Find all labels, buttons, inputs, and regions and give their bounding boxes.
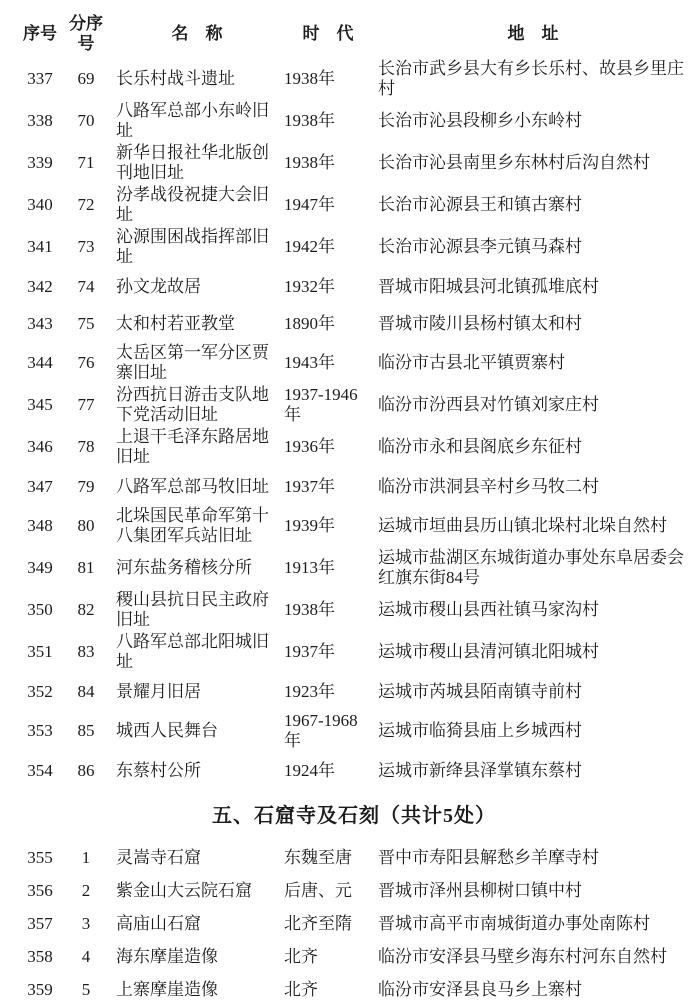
cell-sub-serial-number: 74 [77, 276, 95, 296]
cell-address: 临汾市安泽县良马乡上寨村 [378, 979, 582, 999]
table-row [18, 940, 690, 973]
cell-serial-number: 357 [27, 913, 53, 933]
cell-site-name: 河东盐务稽核分所 [116, 558, 252, 577]
table-row [18, 907, 690, 940]
header-sub-serial-number: 分序号 [69, 14, 103, 53]
cell-address: 运城市芮城县陌南镇寺前村 [378, 681, 582, 701]
cell-address: 长治市武乡县大有乡长乐村、故县乡里庄村 [378, 59, 684, 98]
table-row [18, 710, 690, 752]
cell-serial-number: 352 [27, 681, 53, 701]
cell-site-name: 稷山县抗日民主政府旧址 [116, 590, 269, 629]
table-row [18, 100, 690, 142]
cell-sub-serial-number: 73 [77, 237, 95, 256]
cell-serial-number: 339 [27, 153, 53, 172]
cell-era: 1913年 [284, 558, 335, 577]
table-row [18, 305, 690, 342]
cell-address: 晋城市高平市南城街道办事处南陈村 [378, 913, 650, 933]
cell-era: 1938年 [284, 153, 335, 172]
cell-address: 运城市稷山县西社镇马家沟村 [378, 600, 599, 619]
cell-serial-number: 343 [27, 313, 53, 333]
cell-serial-number: 346 [27, 437, 53, 456]
cell-serial-number: 340 [27, 195, 53, 214]
cell-address: 长治市沁县段柳乡小东岭村 [378, 111, 582, 130]
cell-site-name: 太岳区第一军分区贾寨旧址 [116, 343, 269, 382]
table-row [18, 184, 690, 226]
cell-era: 1938年 [284, 111, 335, 130]
table-row [18, 752, 690, 789]
cell-era: 1924年 [284, 760, 335, 780]
cell-serial-number: 344 [27, 353, 53, 372]
table-row [18, 342, 690, 384]
table-row [18, 58, 690, 100]
cell-serial-number: 347 [27, 476, 53, 496]
cell-address: 运城市盐湖区东城街道办事处东阜居委会红旗东街84号 [378, 548, 684, 587]
cell-sub-serial-number: 79 [77, 476, 95, 496]
table-row [18, 384, 690, 426]
cell-sub-serial-number: 72 [77, 195, 95, 214]
cell-sub-serial-number: 5 [81, 979, 91, 999]
cell-serial-number: 350 [27, 600, 53, 619]
cell-site-name: 太和村若亚教堂 [116, 313, 235, 333]
cell-era: 北齐 [284, 946, 318, 966]
cell-sub-serial-number: 77 [77, 395, 95, 414]
cell-address: 临汾市古县北平镇贾寨村 [378, 353, 565, 372]
cell-address: 长治市沁县南里乡东林村后沟自然村 [378, 153, 650, 172]
cell-era: 后唐、元 [284, 880, 352, 900]
cell-serial-number: 342 [27, 276, 53, 296]
cell-address: 长治市沁源县李元镇马森村 [378, 237, 582, 256]
cell-era: 1938年 [284, 600, 335, 619]
table-body [18, 58, 690, 1002]
cell-site-name: 沁源围困战指挥部旧址 [116, 227, 269, 266]
cell-serial-number: 359 [27, 979, 53, 999]
cell-address: 晋城市陵川县杨村镇太和村 [378, 313, 582, 333]
table-header-row [18, 10, 690, 58]
cell-era: 1937年 [284, 476, 335, 496]
cell-site-name: 东蔡村公所 [116, 760, 201, 780]
cell-address: 运城市临猗县庙上乡城西村 [378, 721, 582, 740]
cell-sub-serial-number: 85 [77, 721, 95, 740]
table-row [18, 589, 690, 631]
cell-sub-serial-number: 86 [77, 760, 95, 780]
cell-sub-serial-number: 83 [77, 642, 95, 661]
table-row [18, 973, 690, 1002]
cell-sub-serial-number: 80 [77, 516, 95, 535]
cell-site-name: 上寨摩崖造像 [116, 979, 218, 999]
cell-address: 临汾市洪洞县辛村乡马牧二村 [378, 476, 599, 496]
cell-era: 1942年 [284, 237, 335, 256]
cell-sub-serial-number: 82 [77, 600, 95, 619]
cell-era: 1890年 [284, 313, 335, 333]
cell-era: 1937年 [284, 642, 335, 661]
cell-address: 运城市新绛县泽掌镇东蔡村 [378, 760, 582, 780]
header-site-name: 名 称 [171, 24, 223, 43]
cell-site-name: 灵嵩寺石窟 [116, 847, 201, 867]
cell-sub-serial-number: 71 [77, 153, 95, 172]
cell-site-name: 北垛国民革命军第十八集团军兵站旧址 [116, 506, 269, 545]
cell-site-name: 长乐村战斗遗址 [116, 69, 235, 88]
cell-serial-number: 349 [27, 558, 53, 577]
cell-sub-serial-number: 69 [77, 69, 95, 88]
cell-site-name: 紫金山大云院石窟 [116, 880, 252, 900]
cell-era: 1937-1946年 [284, 385, 358, 424]
cell-site-name: 高庙山石窟 [116, 913, 201, 933]
cell-address: 临汾市汾西县对竹镇刘家庄村 [378, 395, 599, 414]
table-row [18, 268, 690, 305]
cell-era: 北齐 [284, 979, 318, 999]
table-row [18, 547, 690, 589]
cell-address: 运城市垣曲县历山镇北垛村北垛自然村 [378, 516, 667, 535]
header-era: 时 代 [302, 24, 354, 43]
cell-site-name: 新华日报社华北版创刊地旧址 [116, 143, 269, 182]
table-row [18, 874, 690, 907]
cell-era: 1932年 [284, 276, 335, 296]
cell-sub-serial-number: 75 [77, 313, 95, 333]
cell-sub-serial-number: 3 [81, 913, 91, 933]
cell-serial-number: 348 [27, 516, 53, 535]
cell-site-name: 汾西抗日游击支队地下党活动旧址 [116, 385, 269, 424]
cell-sub-serial-number: 70 [77, 111, 95, 130]
cell-site-name: 城西人民舞台 [116, 721, 218, 740]
cell-address: 运城市稷山县清河镇北阳城村 [378, 642, 599, 661]
cell-address: 临汾市永和县阁底乡东征村 [378, 437, 582, 456]
table-row [18, 505, 690, 547]
table-row [18, 226, 690, 268]
cell-site-name: 海东摩崖造像 [116, 946, 218, 966]
cell-sub-serial-number: 84 [77, 681, 95, 701]
cell-sub-serial-number: 2 [81, 880, 91, 900]
cell-site-name: 八路军总部北阳城旧址 [116, 632, 269, 671]
cell-serial-number: 356 [27, 880, 53, 900]
cell-sub-serial-number: 76 [77, 353, 95, 372]
heritage-table [18, 10, 690, 1002]
cell-sub-serial-number: 81 [77, 558, 95, 577]
cell-site-name: 上退干毛泽东路居地旧址 [116, 427, 269, 466]
cell-era: 1967-1968年 [284, 711, 358, 750]
table-row [18, 468, 690, 505]
table-row [18, 841, 690, 874]
cell-sub-serial-number: 1 [81, 847, 91, 867]
section-heading: 五、石窟寺及石刻（共计5处） [212, 805, 496, 827]
cell-serial-number: 337 [27, 69, 53, 88]
cell-era: 1938年 [284, 69, 335, 88]
cell-address: 晋中市寿阳县解愁乡羊摩寺村 [378, 847, 599, 867]
cell-address: 长治市沁源县王和镇古寨村 [378, 195, 582, 214]
cell-serial-number: 351 [27, 642, 53, 661]
cell-era: 北齐至隋 [284, 913, 352, 933]
cell-site-name: 八路军总部小东岭旧址 [116, 101, 269, 140]
table-row [18, 673, 690, 710]
table-row [18, 631, 690, 673]
cell-site-name: 孙文龙故居 [116, 276, 201, 296]
cell-era: 1936年 [284, 437, 335, 456]
cell-serial-number: 355 [27, 847, 53, 867]
cell-era: 1947年 [284, 195, 335, 214]
cell-address: 晋城市阳城县河北镇孤堆底村 [378, 276, 599, 296]
cell-address: 晋城市泽州县柳树口镇中村 [378, 880, 582, 900]
table-row [18, 426, 690, 468]
table-row [18, 142, 690, 184]
cell-sub-serial-number: 78 [77, 437, 95, 456]
cell-era: 1923年 [284, 681, 335, 701]
header-serial-number: 序号 [23, 24, 57, 43]
cell-site-name: 景耀月旧居 [116, 681, 201, 701]
cell-serial-number: 345 [27, 395, 53, 414]
cell-serial-number: 353 [27, 721, 53, 740]
cell-era: 1943年 [284, 353, 335, 372]
cell-serial-number: 354 [27, 760, 53, 780]
cell-serial-number: 358 [27, 946, 53, 966]
cell-sub-serial-number: 4 [81, 946, 91, 966]
cell-site-name: 八路军总部马牧旧址 [116, 476, 269, 496]
cell-era: 1939年 [284, 516, 335, 535]
cell-serial-number: 338 [27, 111, 53, 130]
cell-address: 临汾市安泽县马壁乡海东村河东自然村 [378, 946, 667, 966]
cell-serial-number: 341 [27, 237, 53, 256]
cell-site-name: 汾孝战役祝捷大会旧址 [116, 185, 269, 224]
header-address: 地 址 [507, 24, 559, 43]
cell-era: 东魏至唐 [284, 847, 352, 867]
